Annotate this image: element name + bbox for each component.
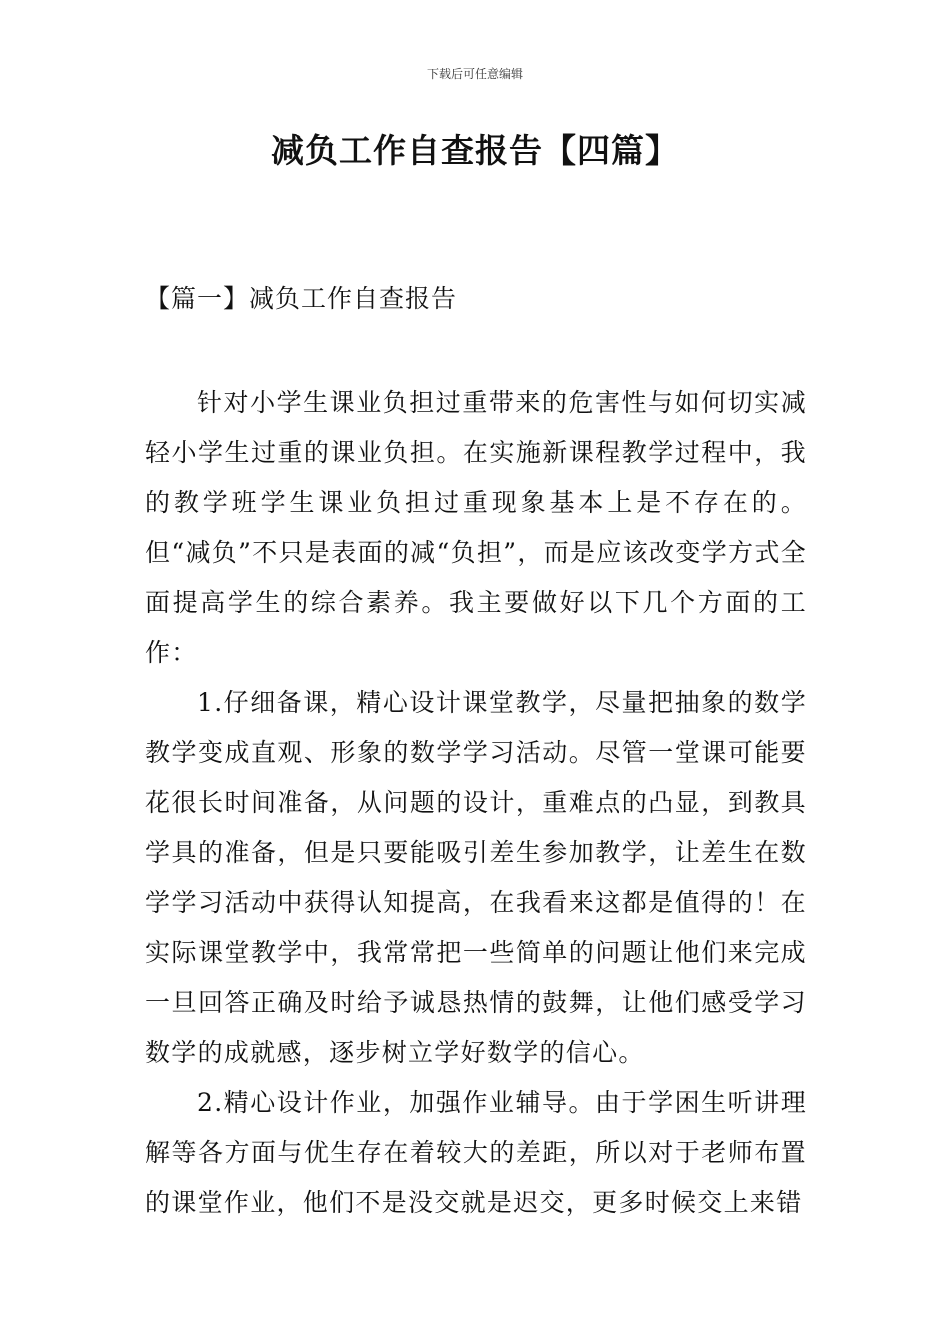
paragraph-point-2: 2.精心设计作业，加强作业辅导。由于学困生听讲理解等各方面与优生存在着较大的差距，所以对于老师布置的课堂作业，他们不是没交就是迟交，更多时候交上来错 <box>145 1088 807 1217</box>
document-body <box>145 378 807 1228</box>
paragraph-point-1: 1.仔细备课，精心设计课堂教学，尽量把抽象的数学教学变成直观、形象的数学学习活动。尽管一堂课可能要花很长时间准备，从问题的设计，重难点的凸显，到教具学具的准备，但是只要能吸引差生参加教学，让差生在数学学习活动中获得认知提高，在我看来这都是值得的！在实际课堂教学中，我常常把一些简单的问题让他们来完成一旦回答正确及时给予诚恳热情的鼓舞，让他们感受学习数学的成就感，逐步树立学好数学的信心。 <box>145 688 807 1067</box>
section-heading: 【篇一】减负工作自查报告 <box>145 284 458 313</box>
header-note: 下载后可任意编辑 <box>426 67 523 81</box>
paragraph-intro: 针对小学生课业负担过重带来的危害性与如何切实减轻小学生过重的课业负担。在实施新课程教学过程中，我的教学班学生课业负担过重现象基本上是不存在的。但“减负”不只是表面的减“负担”，而是应该改变学方式全面提高学生的综合素养。我主要做好以下几个方面的工作： <box>145 388 807 667</box>
document-title: 减负工作自查报告【四篇】 <box>271 131 679 170</box>
